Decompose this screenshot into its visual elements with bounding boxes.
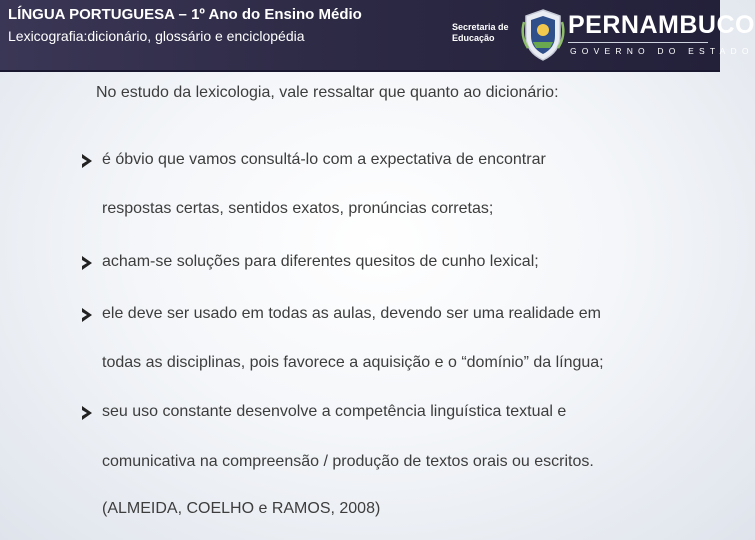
bullet-1-line-1: é óbvio que vamos consultá-lo com a expectativa de encontrar xyxy=(102,151,546,168)
state-tagline: GOVERNO DO ESTADO xyxy=(570,46,754,56)
bullet-1-line-2: respostas certas, sentidos exatos, pronúncias corretas; xyxy=(102,200,494,217)
state-coat-of-arms-icon xyxy=(520,8,566,62)
bullet-3-line-2: todas as disciplinas, pois favorece a aquisição e o “domínio” da língua; xyxy=(102,354,604,371)
citation: (ALMEIDA, COELHO e RAMOS, 2008) xyxy=(102,500,381,517)
secretaria-line-1: Secretaria de xyxy=(452,22,509,32)
intro-text: No estudo da lexicologia, vale ressaltar que quanto ao dicionário: xyxy=(96,84,559,101)
logo-divider xyxy=(568,42,708,43)
secretaria-line-2: Educação xyxy=(452,33,495,43)
bullet-2-line-1: acham-se soluções para diferentes quesitos de cunho lexical; xyxy=(102,253,539,270)
arrow-bullet-icon xyxy=(80,153,94,169)
slide-subtitle: Lexicografia:dicionário, glossário e enciclopédia xyxy=(8,28,305,44)
bullet-4-line-2: comunicativa na compreensão / produção de textos orais ou escritos. xyxy=(102,453,594,470)
state-name: PERNAMBUCO xyxy=(568,11,755,39)
arrow-bullet-icon xyxy=(80,405,94,421)
arrow-bullet-icon xyxy=(80,307,94,323)
bullet-4-line-1: seu uso constante desenvolve a competência linguística textual e xyxy=(102,403,567,420)
bullet-3-line-1: ele deve ser usado em todas as aulas, devendo ser uma realidade em xyxy=(102,305,601,322)
slide-header xyxy=(0,0,755,72)
government-logo xyxy=(452,8,755,64)
arrow-bullet-icon xyxy=(80,255,94,271)
slide-title: LÍNGUA PORTUGUESA – 1º Ano do Ensino Médio xyxy=(8,6,362,23)
secretaria-label xyxy=(452,22,518,44)
slide-body xyxy=(0,72,720,540)
